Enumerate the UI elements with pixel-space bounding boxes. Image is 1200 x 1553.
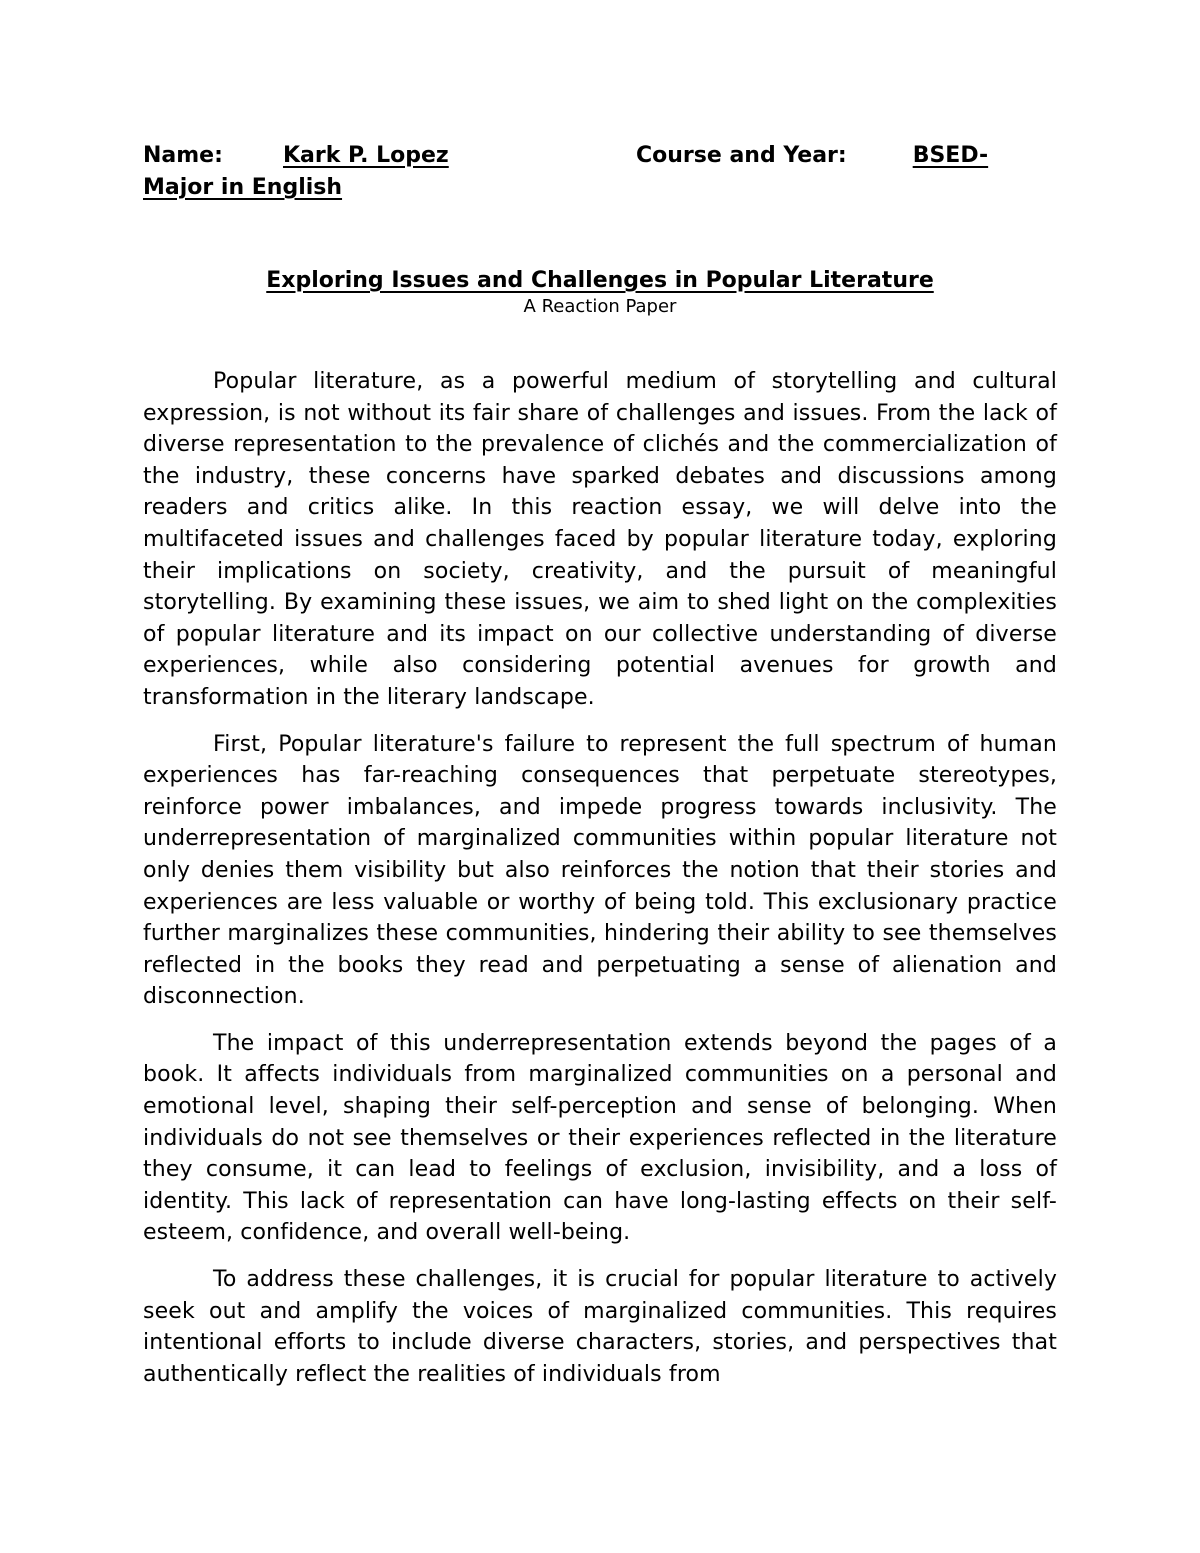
course-value-field xyxy=(847,143,988,168)
document-subtitle: A Reaction Paper xyxy=(523,296,677,317)
name-value: Kark P. Lopez xyxy=(283,143,449,168)
student-info-row xyxy=(143,140,1063,172)
essay-body xyxy=(143,366,1057,1405)
name-label: Name: xyxy=(143,143,223,168)
course-value-part2: Major in English xyxy=(143,175,343,200)
paragraph-representation: First, Popular literature's failure to represent the full spectrum of human experiences has far-reaching consequences that perpetuate stereotypes, reinforce power imbalances, and impede progress towards inclusivity. The underrepresentation of marginalized communities within popular literature not only denies them visibility but also reinforces the notion that their stories and experiences are less valuable or worthy of being told. This exclusionary practice further marginalizes these communities, hindering their ability to see themselves reflected in the books they read and perpetuating a sense of alienation and disconnection. xyxy=(143,731,1057,1010)
name-value-field xyxy=(235,140,567,172)
course-value-part1: BSED- xyxy=(912,143,989,168)
course-label-group xyxy=(636,140,988,172)
course-label: Course and Year: xyxy=(636,143,847,168)
paragraph-address-challenges: To address these challenges, it is crucial for popular literature to actively seek out and amplify the voices of marginalized communities. This requires intentional efforts to include diverse characters, stories, and perspectives that authentically reflect the realities of individuals from xyxy=(143,1267,1057,1387)
paragraph-impact: The impact of this underrepresentation extends beyond the pages of a book. It affects individuals from marginalized communities on a personal and emotional level, shaping their self-perception and sense of belonging. When individuals do not see themselves or their experiences reflected in the literature they consume, it can lead to feelings of exclusion, invisibility, and a loss of identity. This lack of representation can have long-lasting effects on their self-esteem, confidence, and overall well-being. xyxy=(143,1030,1057,1246)
student-info-header xyxy=(143,140,1063,204)
paragraph-introduction: Popular literature, as a powerful medium of storytelling and cultural expression, is not without its fair share of challenges and issues. From the lack of diverse representation to the prevalence of clichés and the commercialization of the industry, these concerns have sparked debates and discussions among readers and critics alike. In this reaction essay, we will delve into the multifaceted issues and challenges faced by popular literature today, exploring their implications on society, creativity, and the pursuit of meaningful storytelling. By examining these issues, we aim to shed light on the complexities of popular literature and its impact on our collective understanding of diverse experiences, while also considering potential avenues for growth and transformation in the literary landscape. xyxy=(143,369,1057,710)
document-title: Exploring Issues and Challenges in Popular Literature xyxy=(266,268,934,293)
